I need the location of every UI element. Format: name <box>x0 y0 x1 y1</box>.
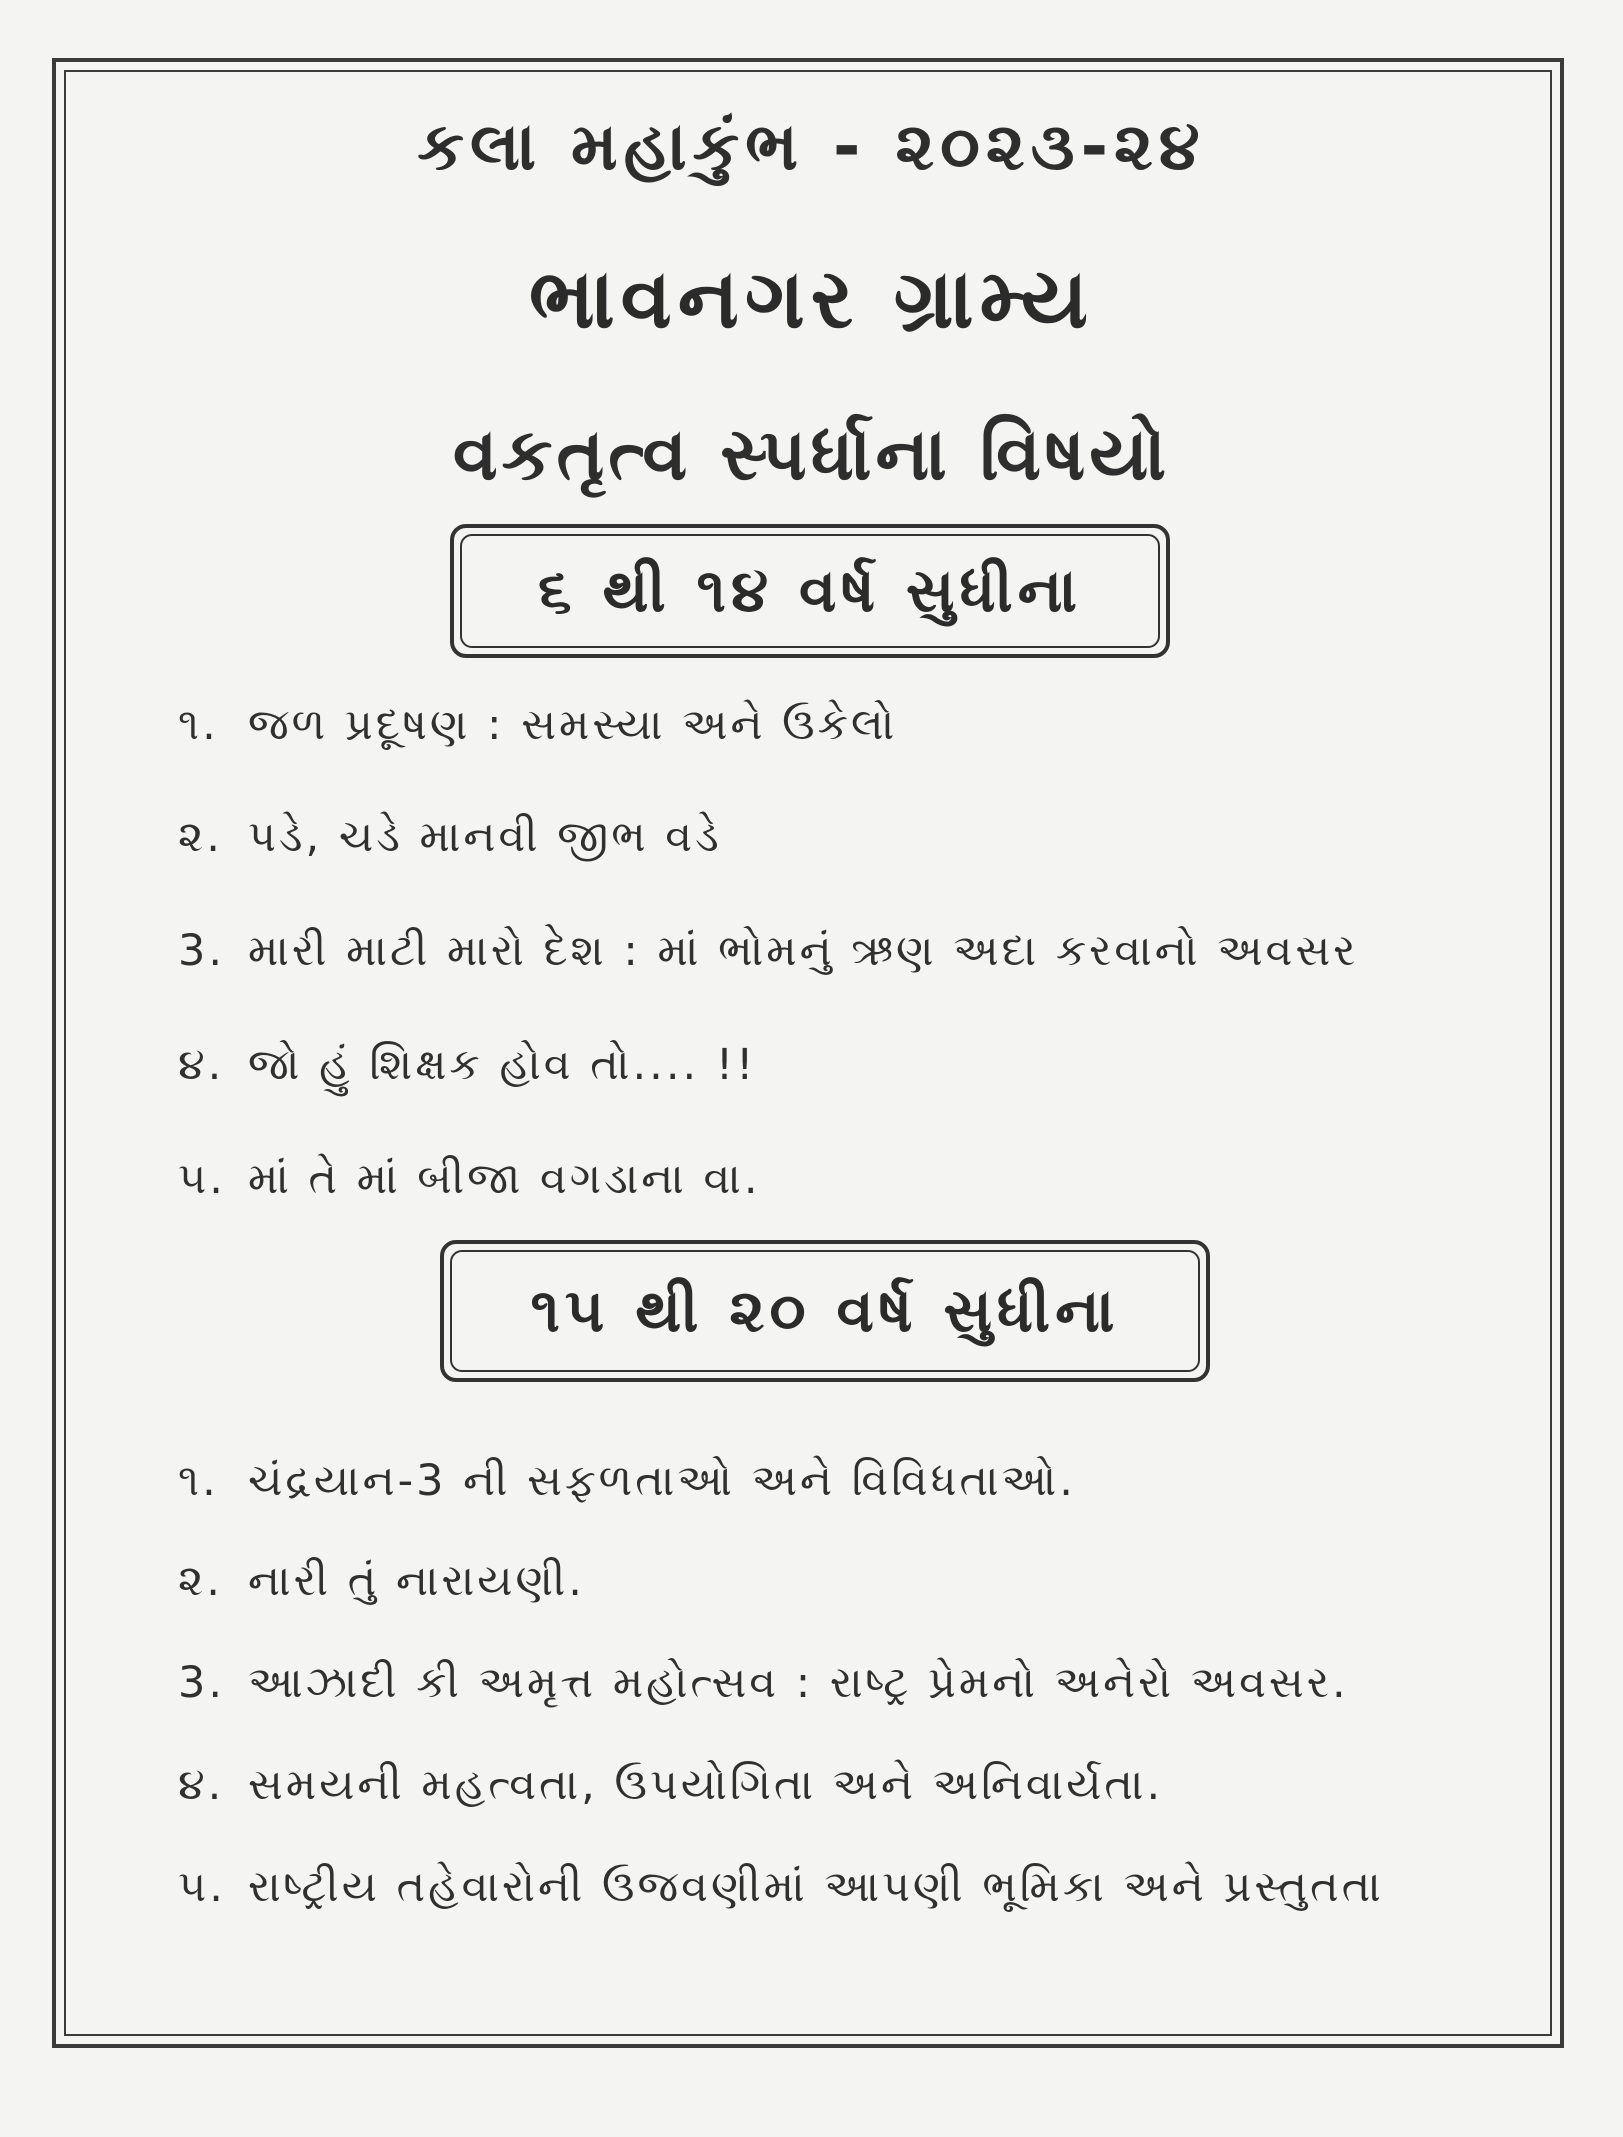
list-item <box>178 1658 1349 1708</box>
list-item <box>178 1556 585 1606</box>
item-number: ૧. <box>178 1456 219 1506</box>
item-number: ૨. <box>178 1556 223 1606</box>
item-number: ૫. <box>178 1154 226 1204</box>
item-number: 3. <box>178 926 226 976</box>
item-number: ૧. <box>178 700 219 750</box>
item-text: જળ પ્રદૂષણ : સમસ્યા અને ઉકેલો <box>248 700 898 750</box>
item-text: ચંદ્રયાન-3 ની સફળતાઓ અને વિવિધતાઓ. <box>248 1456 1076 1506</box>
list-item <box>178 1760 1163 1810</box>
item-text: નારી તું નારાયણી. <box>248 1556 585 1606</box>
item-number: ૫. <box>178 1862 226 1912</box>
item-text: પડે, ચડે માનવી જીભ વડે <box>248 812 722 862</box>
item-number: ૪. <box>178 1040 225 1090</box>
item-number: ૨. <box>178 812 223 862</box>
item-number: ૪. <box>178 1760 225 1810</box>
age-group-label-1: ૬ થી ૧૪ વર્ષ સુધીના <box>537 556 1082 626</box>
item-number: 3. <box>178 1658 226 1708</box>
event-title: કલા મહાકુંભ - ૨૦૨૩-૨૪ <box>417 108 1206 185</box>
list-item <box>178 1040 756 1090</box>
list-item <box>178 1456 1076 1506</box>
list-item <box>178 926 1358 976</box>
item-text: આઝાદી કી અમૃત્ત મહોત્સવ : રાષ્ટ્ર પ્રેમનો અનેરો અવસર. <box>248 1658 1349 1708</box>
list-item <box>178 700 897 750</box>
item-text: મારી માટી મારો દેશ : માં ભોમનું ઋણ અદા કરવાનો અવસર <box>248 926 1359 976</box>
list-item <box>178 1154 761 1204</box>
item-text: રાષ્ટ્રીય તહેવારોની ઉજવણીમાં આપણી ભૂમિકા અને પ્રસ્તુતતા <box>248 1862 1384 1912</box>
age-group-heading-2 <box>440 1240 1210 1382</box>
age-group-label-2: ૧૫ થી ૨૦ વર્ષ સુધીના <box>530 1276 1120 1346</box>
list-item <box>178 1862 1384 1912</box>
item-text: સમયની મહત્વતા, ઉપયોગિતા અને અનિવાર્યતા. <box>248 1760 1164 1810</box>
district-title: ભાવનગર ગ્રામ્ય <box>528 252 1095 347</box>
item-text: જો હું શિક્ષક હોવ તો.... !! <box>248 1040 757 1090</box>
list-item <box>178 812 722 862</box>
age-group-heading-1 <box>450 524 1170 658</box>
item-text: માં તે માં બીજા વગડાના વા. <box>248 1154 761 1204</box>
competition-subtitle: વકતૃત્વ સ્પર્ધાના વિષયો <box>452 412 1171 496</box>
